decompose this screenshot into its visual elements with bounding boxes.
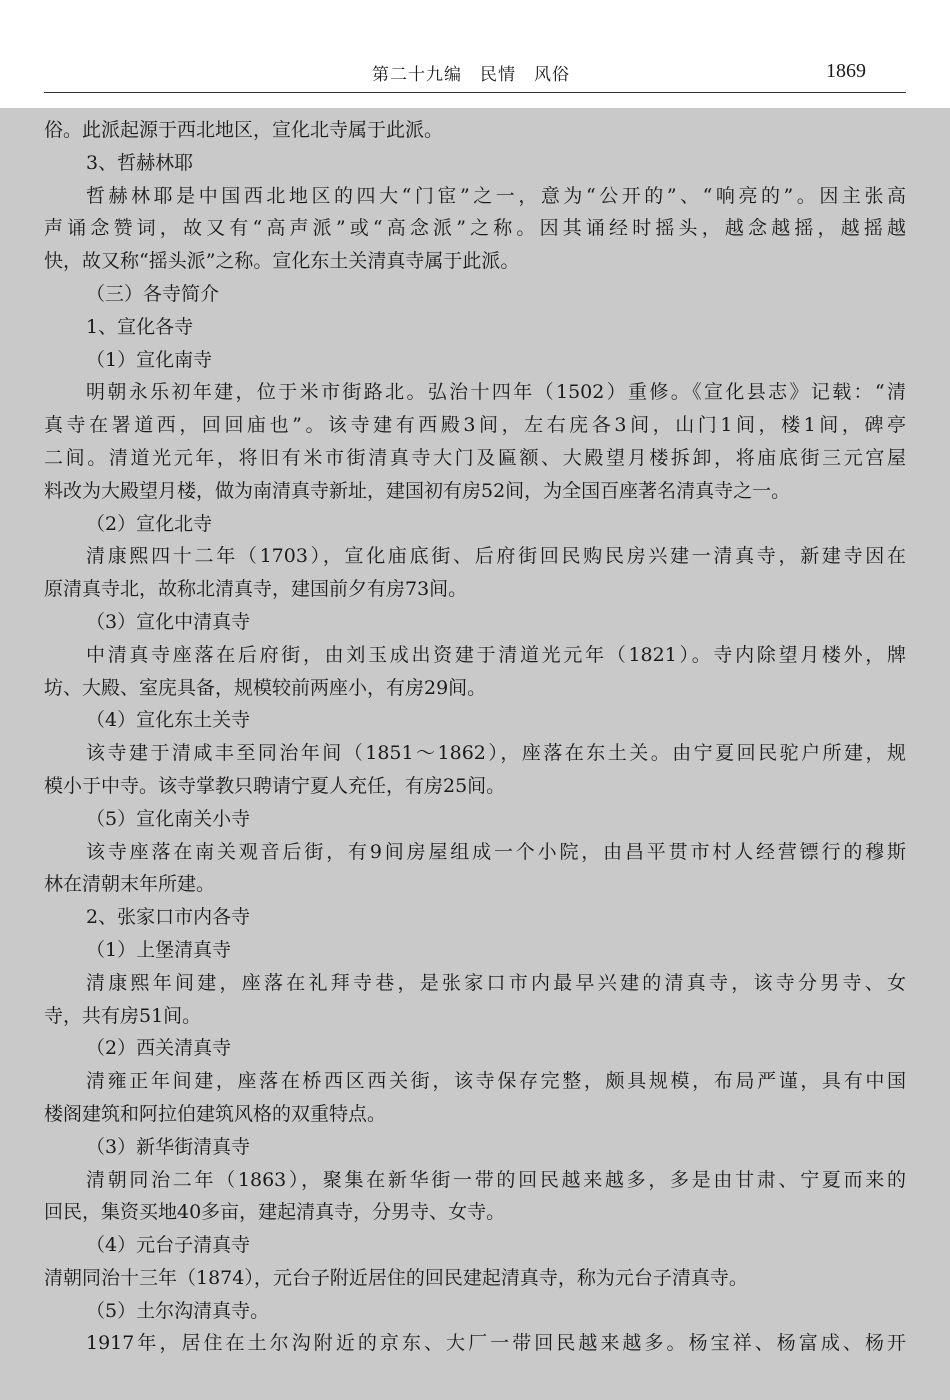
section-heading: 3、哲赫林耶 bbox=[86, 151, 194, 174]
text-line: 俗。此派起源于西北地区，宣化北寺属于此派。 bbox=[44, 119, 444, 141]
text-line: 清朝同治二年（1863），聚集在新华街一带的回民越来越多，多是由甘肃、宁夏而来的 bbox=[86, 1168, 906, 1191]
section-heading: （三）各寺简介 bbox=[86, 282, 220, 305]
text-column bbox=[44, 114, 906, 1360]
section-heading: （2）宣化北寺 bbox=[86, 512, 213, 535]
section-heading: （4）元台子清真寺 bbox=[86, 1234, 251, 1257]
section-heading: 1、宣化各寺 bbox=[86, 315, 194, 338]
text-line: 真寺在署道西，回回庙也”。该寺建有西殿3间，左右庑各3间，山门1间，楼1间，碑亭 bbox=[44, 414, 906, 437]
text-line: 寺，共有房51间。 bbox=[44, 1004, 202, 1027]
section-heading: （3）宣化中清真寺 bbox=[86, 610, 251, 633]
section-heading: （3）新华街清真寺 bbox=[86, 1135, 251, 1158]
header-rule bbox=[44, 92, 906, 93]
text-line: 1917年，居住在土尔沟附近的京东、大厂一带回民越来越多。杨宝祥、杨富成、杨开 bbox=[86, 1332, 906, 1355]
text-line: 楼阁建筑和阿拉伯建筑风格的双重特点。 bbox=[44, 1102, 387, 1125]
text-line: 回民，集资买地40多亩，建起清真寺，分男寺、女寺。 bbox=[44, 1201, 506, 1224]
text-line: 声诵念赞词，故又有“高声派”或“高念派”之称。因其诵经时摇头，越念越摇，越摇越 bbox=[44, 217, 906, 240]
page-number: 1869 bbox=[826, 60, 866, 82]
text-line: 快，故又称“摇头派”之称。宣化东土关清真寺属于此派。 bbox=[44, 250, 520, 273]
text-line: 哲赫林耶是中国西北地区的四大“门宦”之一，意为“公开的”、“响亮的”。因主张高 bbox=[86, 184, 906, 207]
text-line: 坊、大殿、室庑具备，规模较前两座小，有房29间。 bbox=[44, 676, 487, 699]
text-line: 清康熙四十二年（1703），宣化庙底街、后府街回民购民房兴建一清真寺，新建寺因在 bbox=[86, 545, 906, 568]
text-line: 该寺建于清咸丰至同治年间（1851～1862），座落在东土关。由宁夏回民驼户所建，规 bbox=[86, 742, 906, 765]
text-line: 林在清朝末年所建。 bbox=[44, 873, 216, 896]
section-heading: （4）宣化东土关寺 bbox=[86, 709, 251, 732]
text-line: 清康熙年间建，座落在礼拜寺巷，是张家口市内最早兴建的清真寺，该寺分男寺、女 bbox=[86, 971, 906, 994]
section-heading: （2）西关清真寺 bbox=[86, 1037, 232, 1060]
section-heading: （1）宣化南寺 bbox=[86, 348, 213, 371]
text-line: 清雍正年间建，座落在桥西区西关街，该寺保存完整，颇具规模，布局严谨，具有中国 bbox=[86, 1070, 906, 1093]
text-line: 二间。清道光元年，将旧有米市街清真寺大门及匾额、大殿望月楼拆卸，将庙底街三元宫屋 bbox=[44, 446, 906, 469]
section-heading: （1）上堡清真寺 bbox=[86, 938, 232, 961]
text-line: 中清真寺座落在后府街，由刘玉成出资建于清道光元年（1821）。寺内除望月楼外，牌 bbox=[86, 643, 906, 666]
text-line: 该寺座落在南关观音后街，有9间房屋组成一个小院，由昌平贯市村人经营镖行的穆斯 bbox=[86, 840, 906, 863]
section-heading: （5）土尔沟清真寺。 bbox=[86, 1299, 270, 1322]
text-line: 模小于中寺。该寺掌教只聘请宁夏人充任，有房25间。 bbox=[44, 774, 506, 797]
page-header bbox=[0, 0, 950, 108]
page-body bbox=[0, 108, 950, 1400]
text-line: 清朝同治十三年（1874），元台子附近居住的回民建起清真寺，称为元台子清真寺。 bbox=[44, 1266, 748, 1289]
text-line: 明朝永乐初年建，位于米市街路北。弘治十四年（1502）重修。《宣化县志》记载：“清 bbox=[86, 381, 906, 404]
running-title: 第二十九编 民情 风俗 bbox=[372, 65, 570, 85]
section-heading: （5）宣化南关小寺 bbox=[86, 807, 251, 830]
text-line: 原清真寺北，故称北清真寺，建国前夕有房73间。 bbox=[44, 578, 468, 601]
text-line: 料改为大殿望月楼，做为南清真寺新址，建国初有房52间，为全国百座著名清真寺之一。 bbox=[44, 479, 791, 502]
section-heading: 2、张家口市内各寺 bbox=[86, 906, 251, 929]
